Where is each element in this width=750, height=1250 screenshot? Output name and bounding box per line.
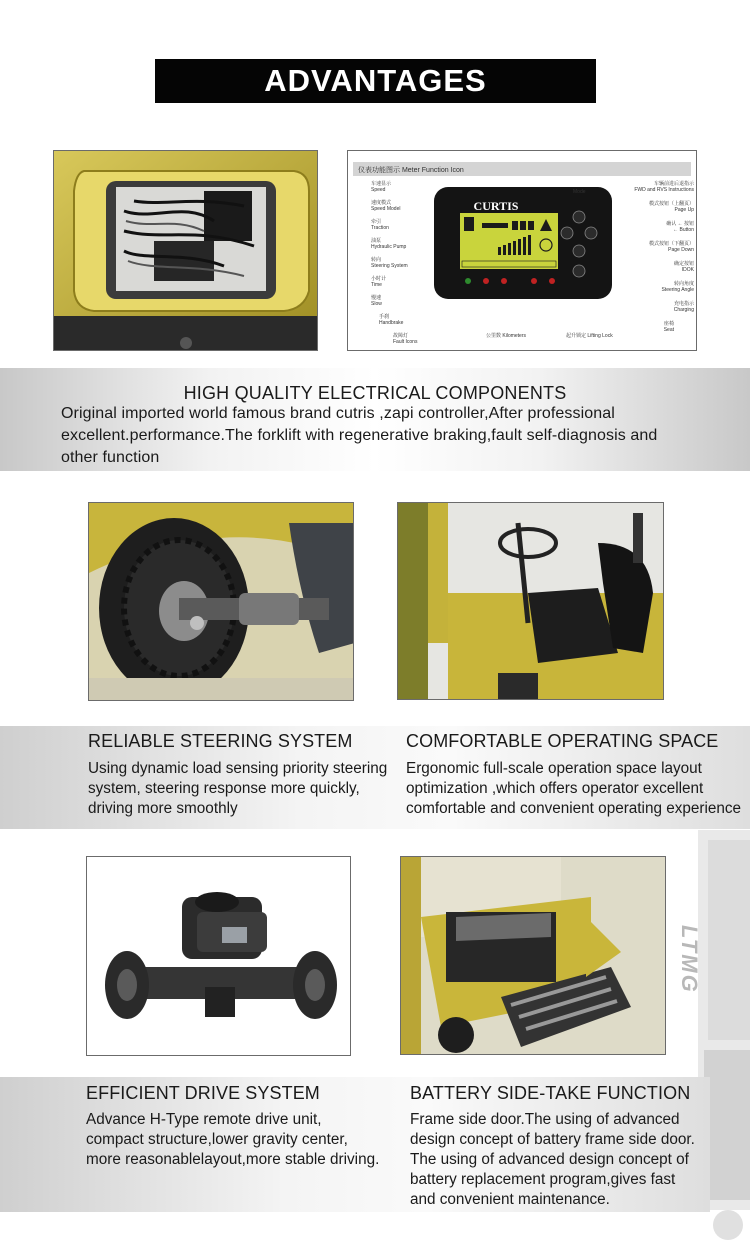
meter-panel-header: 仪表功能图示 Meter Function Icon — [358, 167, 464, 174]
kilometers-label: 公里数 Kilometers — [486, 333, 527, 339]
electrical-components-title: HIGH QUALITY ELECTRICAL COMPONENTS — [183, 383, 567, 403]
desc-line: Original imported world famous brand cutris ,zapi controller,After professional — [61, 405, 615, 422]
drive-system-title: EFFICIENT DRIVE SYSTEM — [86, 1083, 320, 1103]
drive-axle-image — [87, 857, 351, 1056]
desc-line: more reasonablelayout,more stable driving. — [86, 1151, 380, 1168]
mode-label: Mode — [573, 189, 586, 195]
desc-line: and convenient maintenance. — [410, 1191, 610, 1208]
electrical-components-description — [61, 403, 721, 469]
operator-space-photo — [397, 502, 664, 700]
desc-line: Advance H-Type remote drive unit, — [86, 1111, 322, 1128]
desc-line: other function — [61, 449, 160, 466]
desc-line: The using of advanced design concept of — [410, 1151, 689, 1168]
battery-photo — [400, 856, 666, 1055]
steering-system-title: RELIABLE STEERING SYSTEM — [88, 731, 353, 751]
curtis-brand-label: CURTIS — [473, 199, 519, 213]
desc-line: compact structure,lower gravity center, — [86, 1131, 348, 1148]
desc-line: system, steering response more quickly, — [88, 780, 360, 797]
desc-line: Frame side door.The using of advanced — [410, 1111, 680, 1128]
desc-line: Using dynamic load sensing priority steering — [88, 760, 388, 777]
operating-space-description — [406, 759, 746, 819]
operator-seat-image — [398, 503, 664, 700]
desc-line: Ergonomic full-scale operation space layout — [406, 760, 702, 777]
meter-right-labels: 车辆前进后退指示 FWD and RVS Instructions 模式按钮（上翻页） Page Up 确认 ← 按钮 ← Button 模式按钮（下翻页） Page Down 确定按钮 IDOK 转向角度 Steering Angle 充电指示 Charging 座椅 Seat — [634, 181, 694, 333]
drive-system-description — [86, 1110, 386, 1170]
meter-left-labels: 车速显示 Speed 速度模式 Speed Model 牵引 Traction 油泵 Hydraulic Pump 转向 Steering System 小时计 Time 慢速 Slow 手刹 Handbrake 故障灯 Fault Icons — [371, 181, 418, 345]
desc-line: design concept of battery frame side door. — [410, 1131, 695, 1148]
steering-axle-image — [89, 503, 354, 701]
drive-unit-photo — [86, 856, 351, 1056]
advantages-banner: ADVANTAGES — [155, 59, 596, 103]
desc-line: comfortable and convenient operating experience — [406, 800, 742, 817]
meter-function-panel — [347, 150, 697, 351]
battery-side-take-image — [401, 857, 666, 1055]
operating-space-title: COMFORTABLE OPERATING SPACE — [406, 731, 719, 751]
watermark-brand: LTMG — [677, 925, 702, 994]
controller-compartment-image — [54, 151, 318, 351]
lifting-lock-label: 起升锁定 Lifting Lock — [566, 333, 613, 339]
battery-function-title: BATTERY SIDE-TAKE FUNCTION — [410, 1083, 691, 1103]
desc-line: excellent.performance.The forklift with regenerative braking,fault self-diagnosis and — [61, 427, 658, 444]
controller-photo — [53, 150, 318, 351]
desc-line: optimization ,which offers operator excellent — [406, 780, 704, 797]
steering-photo — [88, 502, 354, 701]
battery-function-description — [410, 1110, 710, 1210]
steering-system-description — [88, 759, 388, 819]
desc-line: driving more smoothly — [88, 800, 238, 817]
desc-line: battery replacement program,gives fast — [410, 1171, 676, 1188]
